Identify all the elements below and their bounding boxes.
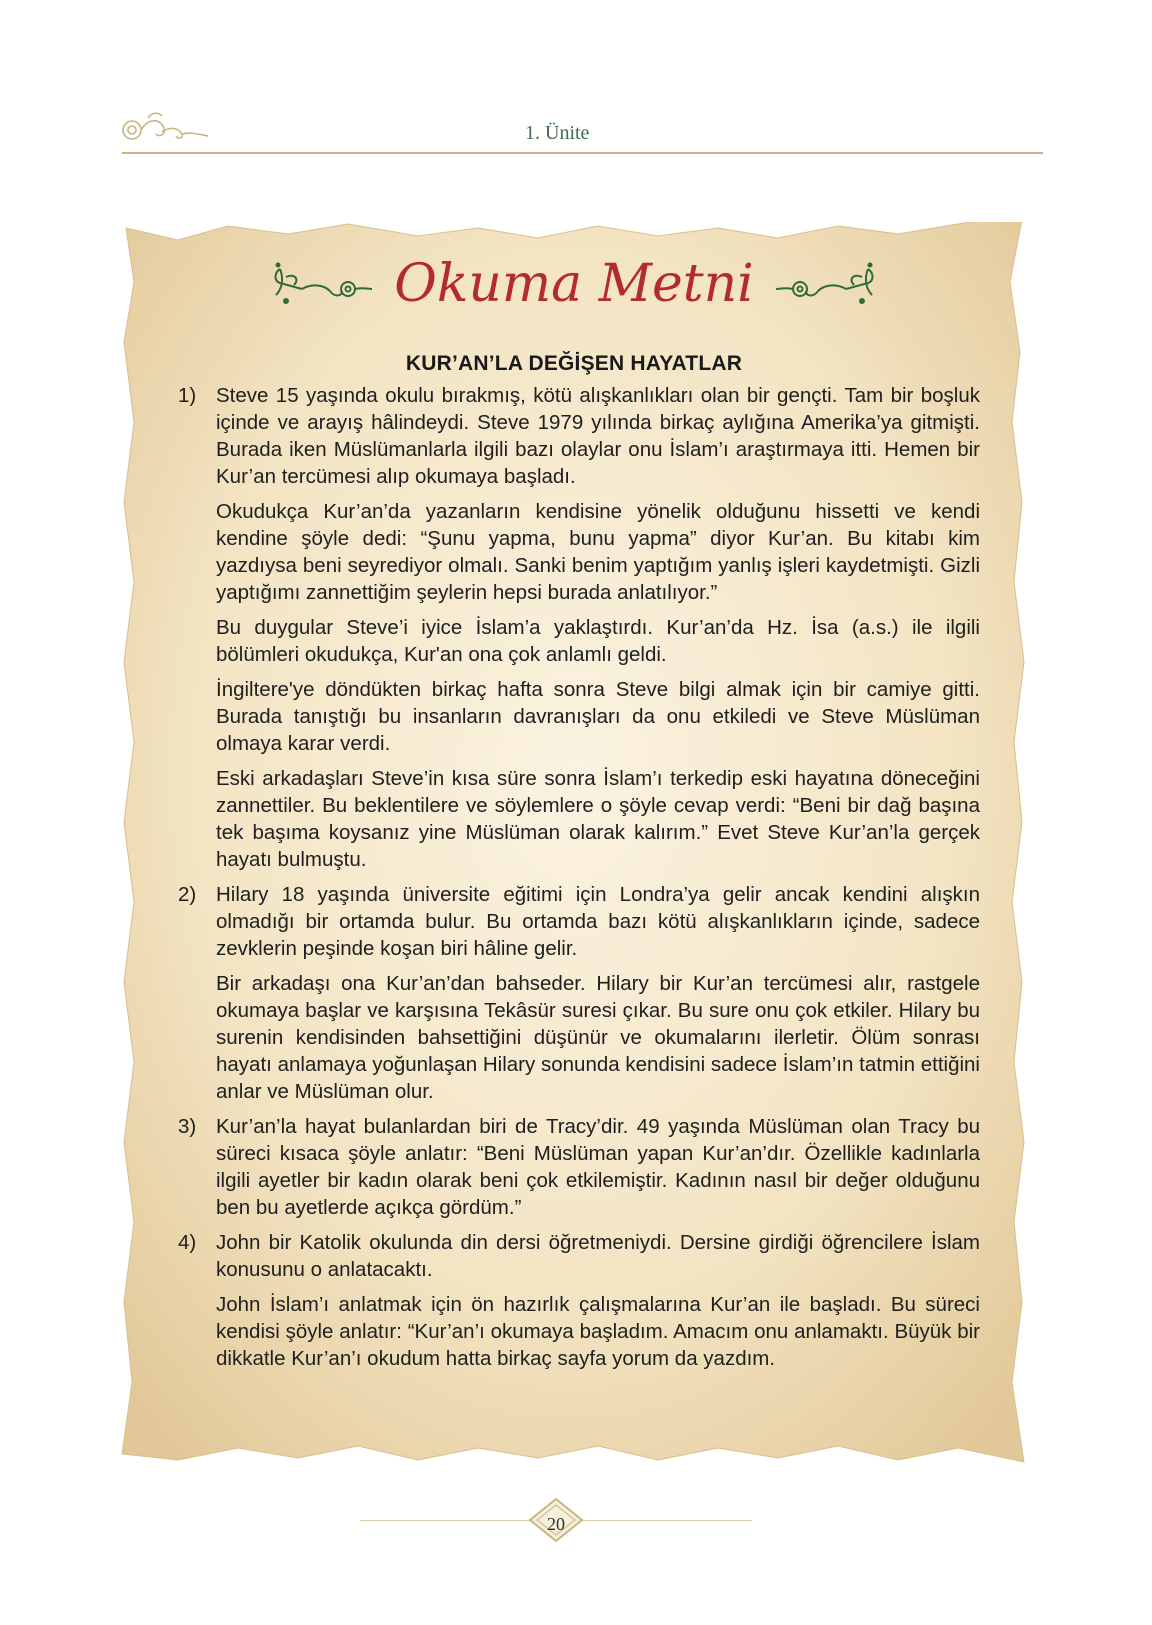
item-number: 2)	[178, 883, 197, 906]
paragraph: İngiltere'ye döndükten birkaç hafta sonra Steve bilgi almak için bir camiye gitti. Burada tanıştığı bu insanların davranışları da onu etkiledi ve Steve Müslüman olmaya karar verdi.	[216, 678, 980, 755]
footer-rule-left	[360, 1520, 530, 1521]
footer-rule-right	[582, 1520, 752, 1521]
list-item	[178, 1113, 980, 1221]
paragraph: Okudukça Kur’an’da yazanların kendisine yönelik olduğunu hissetti ve kendi kendine şöyle dedi: “Şunu yapma, bunu yapma” diyor Kur’an. Bu kitabı kim yazdıysa beni seyrediyor olmalı. Sanki benim yaptığım yanlış işleri kaydetmişti. Gizli yaptığımı zannettiğim şeylerin hepsi burada anlatılıyor.”	[216, 500, 980, 604]
item-number: 4)	[178, 1231, 197, 1254]
paragraph: John bir Katolik okulunda din dersi öğretmeniydi. Dersine girdiği öğrencilere İslam konusunu o anlatacaktı.	[216, 1231, 980, 1281]
right-floral-ornament-icon	[776, 259, 876, 309]
item-number: 3)	[178, 1115, 197, 1138]
list-item	[178, 881, 980, 962]
paragraph: Hilary 18 yaşında üniversite eğitimi için Londra’ya gelir ancak kendini alışkın olmadığı bir ortamda bulur. Bu ortamda bazı kötü alışkanlıkların içinde, sadece zevklerin peşinde koşan biri hâline gelir.	[216, 883, 980, 960]
reading-heading: KUR’AN’LA DEĞİŞEN HAYATLAR	[405, 352, 743, 375]
unit-label: 1. Ünite	[525, 122, 590, 144]
paragraph: Steve 15 yaşında okulu bırakmış, kötü alışkanlıkları olan bir gençti. Tam bir boşluk içinde ve arayış hâlindeydi. Steve 1979 yılında birkaç aylığına Amerika’ya gitmişti. Burada iken Müslümanlarla ilgili bazı olaylar onu İslam’ı araştırmaya itti. Hemen bir Kur’an tercümesi alıp okumaya başladı.	[216, 384, 980, 488]
paragraph: Kur’an’la hayat bulanlardan biri de Tracy’dir. 49 yaşında Müslüman olan Tracy bu süreci kısaca şöyle anlatır: “Beni Müslüman yapan Kur’an’dır. Özellikle kadınlarla ilgili ayetler bir kadın olarak beni çok etkilemiştir. Kadının nasıl bir değer olduğunu ben bu ayetlerde açıkça gördüm.”	[216, 1115, 980, 1219]
paragraph: Eski arkadaşları Steve’in kısa süre sonra İslam’ı terkedip eski hayatına döneceğini zannettiler. Bu beklentilere ve söylemlere o şöyle cevap verdi: “Beni bir dağ başına tek başıma koysanız yine Müslüman olarak kalırım.” Evet Steve Kur’an’la gerçek hayatı bulmuştu.	[216, 767, 980, 871]
header-rule	[122, 152, 1043, 154]
list-item	[178, 382, 980, 490]
paragraph: Bir arkadaşı ona Kur’an’dan bahseder. Hilary bir Kur’an tercümesi alır, rastgele okumaya başlar ve karşısına Tekâsür suresi çıkar. Bu sure onu çok etkiler. Hilary bu surenin kendisinden bahsettiğini düşünür ve okumalarını ilerletir. Ölüm sonrası hayatı anlamaya yoğunlaşan Hilary sonunda kendisini sadece İslam’ın tatmin ettiğini anlar ve Müslüman olur.	[216, 972, 980, 1103]
header-flourish-icon	[118, 110, 218, 150]
reading-panel	[118, 222, 1030, 1464]
paragraph: Bu duygular Steve’i iyice İslam’a yaklaştırdı. Kur’an’da Hz. İsa (a.s.) ile ilgili bölümleri okudukça, Kur'an ona çok anlamlı geldi.	[216, 616, 980, 666]
left-floral-ornament-icon	[272, 259, 372, 309]
page-number: 20	[547, 1514, 565, 1534]
list-item	[178, 1229, 980, 1283]
reading-body	[178, 382, 980, 1380]
paragraph: John İslam’ı anlatmak için ön hazırlık çalışmalarına Kur’an ile başladı. Bu süreci kendisi şöyle anlatır: “Kur’an’ı okumaya başladım. Amacım onu anlamaktı. Büyük bir dikkatle Kur’an’ı okudum hatta birkaç sayfa yorum da yazdım.	[216, 1293, 980, 1370]
item-number: 1)	[178, 384, 197, 407]
section-title: Okuma Metni	[394, 254, 754, 314]
